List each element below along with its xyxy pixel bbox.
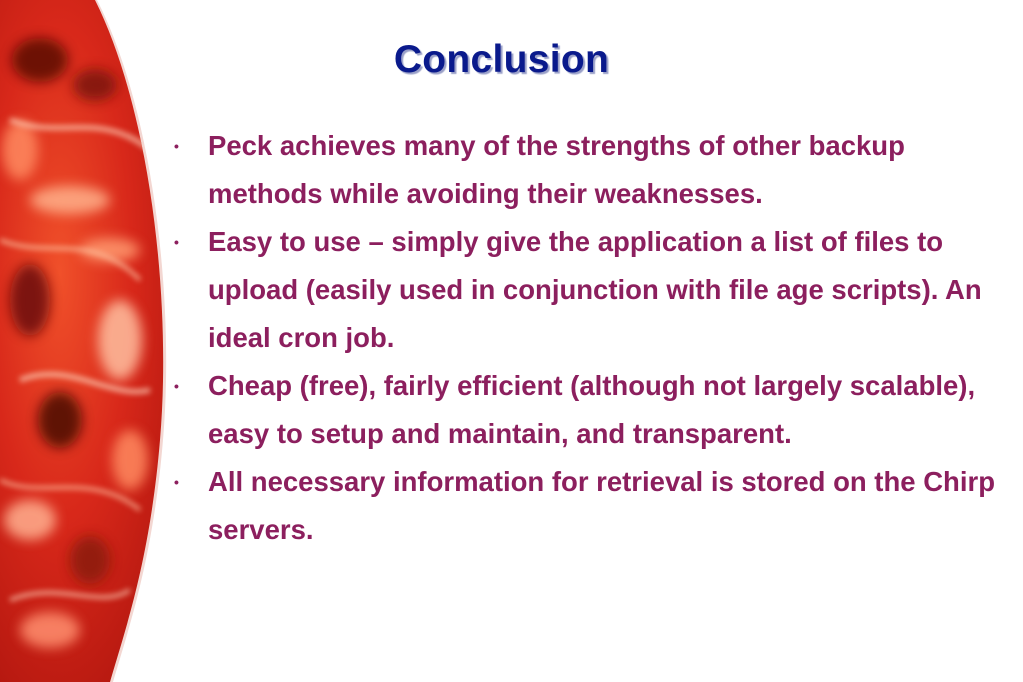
bullet-item [168, 362, 998, 458]
bullet-icon: • [174, 474, 179, 490]
bullet-icon: • [174, 234, 179, 250]
slide-title-text: Conclusion [393, 38, 610, 81]
bullet-text: Easy to use – simply give the application a list of files to upload (easily used in conjunction with file age scripts). An ideal cron job. [208, 226, 982, 353]
bullet-icon: • [174, 378, 179, 394]
bullet-text: Cheap (free), fairly efficient (although not largely scalable), easy to setup and maintain, and transparent. [208, 370, 976, 449]
bullet-text: All necessary information for retrieval is stored on the Chirp servers. [208, 466, 995, 545]
bullet-item [168, 122, 998, 218]
bullet-item [168, 458, 998, 554]
bullet-text: Peck achieves many of the strengths of other backup methods while avoiding their weaknesses. [208, 130, 905, 209]
bullet-item [168, 218, 998, 362]
slide-title [0, 38, 1003, 82]
bullet-icon: • [174, 138, 179, 154]
bullet-list [168, 122, 998, 554]
